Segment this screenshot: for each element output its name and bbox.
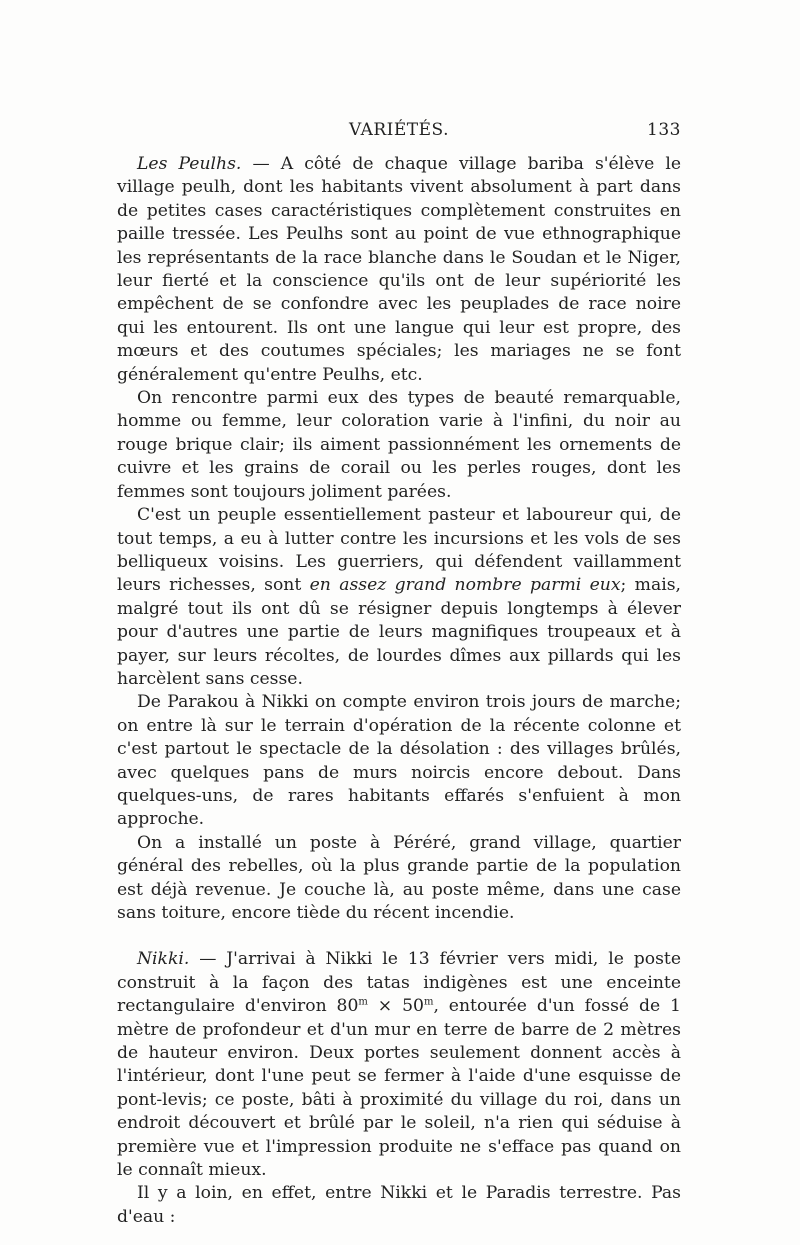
paragraph-perere bbox=[117, 832, 681, 926]
paragraph-pastoral-people bbox=[117, 504, 681, 691]
paragraph-text: On rencontre parmi eux des types de beauté remarquable, homme ou femme, leur coloration varie à l'infini, du noir au rouge brique clair; ils aiment passionnément les ornements de cuivre et les grains de corail ou les perles rouges, dont les femmes sont toujours joliment parées. bbox=[117, 388, 681, 502]
paragraph-text: Il y a loin, en effet, entre Nikki et le Paradis terrestre. Pas d'eau : bbox=[117, 1183, 681, 1227]
page-number: 133 bbox=[647, 120, 681, 140]
paragraph-peulhs bbox=[117, 153, 681, 387]
paragraph-paradise bbox=[117, 1182, 681, 1229]
paragraph-text: — A côté de chaque village bariba s'élève le village peulh, dont les habitants vivent absolument à part dans de petites cases caractéristiques complètement construites en paille tressée. Les Peulhs sont au point de vue ethnographique les représentants de la race blanche dans le Soudan et le Niger, leur fierté et la conscience qu'ils ont de leur supériorité les empêchent de se confondre avec les peuplades de race noire qui les entourent. Ils ont une langue qui leur est propre, des mœurs et des coutumes spéciales; les mariages ne se font généralement qu'entre Peulhs, etc. bbox=[117, 154, 681, 385]
section-lead-peulhs: Les Peulhs. bbox=[137, 154, 242, 174]
paragraph-text: ; mais, malgré tout ils ont dû se résigner depuis longtemps à élever pour d'autres une partie de leurs magnifiques troupeaux et à payer, sur leurs récoltes, de lourdes dîmes aux pillards qui les harcèlent sans cesse. bbox=[117, 575, 681, 689]
running-head bbox=[117, 120, 681, 144]
paragraph-text: × 50 bbox=[367, 996, 424, 1017]
paragraph-text: — J'arrivai à Nikki le 13 février vers midi, le poste construit à la façon des tatas indigènes est une enceinte rectangulaire d'environ 80 bbox=[117, 949, 681, 1017]
paragraph-beauty bbox=[117, 387, 681, 504]
paragraph-text: , entourée d'un fossé de 1 mètre de profondeur et d'un mur en terre de barre de 2 mètres de hauteur environ. Deux portes seulement donnent accès à l'intérieur, dont l'une peut se fermer à l'aide d'une esquisse de pont-levis; ce poste, bâti à proximité du village du roi, dans un endroit découvert et brûlé par le soleil, n'a rien qui séduise à première vue et l'impression produite ne s'efface pas quand on le connaît mieux. bbox=[117, 996, 681, 1181]
unit-superscript: m bbox=[358, 996, 368, 1008]
paragraph-text: De Parakou à Nikki on compte environ trois jours de marche; on entre là sur le terrain d'opération de la récente colonne et c'est partout le spectacle de la désolation : des villages brûlés, avec quelques pans de murs noircis encore debout. Dans quelques-uns, de rares habitants effarés s'enfuient à mon approche. bbox=[117, 692, 681, 830]
paragraph-text: On a installé un poste à Péréré, grand village, quartier général des rebelles, où la plus grande partie de la population est déjà revenue. Je couche là, au poste même, dans une case sans toiture, encore tiède du récent incendie. bbox=[117, 832, 681, 923]
italic-phrase: en assez grand nombre parmi eux bbox=[309, 575, 621, 596]
paragraph-nikki bbox=[117, 948, 681, 1182]
paragraph-text: C'est un peuple essentiellement pasteur et laboureur qui, de tout temps, a eu à lutter contre les incursions et les vols de ses belliqueux voisins. Les guerriers, qui défendent vaillamment leurs richesses, sont bbox=[117, 505, 681, 596]
running-title: VARIÉTÉS. bbox=[348, 120, 450, 140]
paragraph-parakou-nikki bbox=[117, 691, 681, 831]
section-lead-nikki: Nikki. bbox=[137, 949, 190, 970]
unit-superscript: m bbox=[423, 996, 434, 1008]
body-text bbox=[117, 153, 681, 1229]
